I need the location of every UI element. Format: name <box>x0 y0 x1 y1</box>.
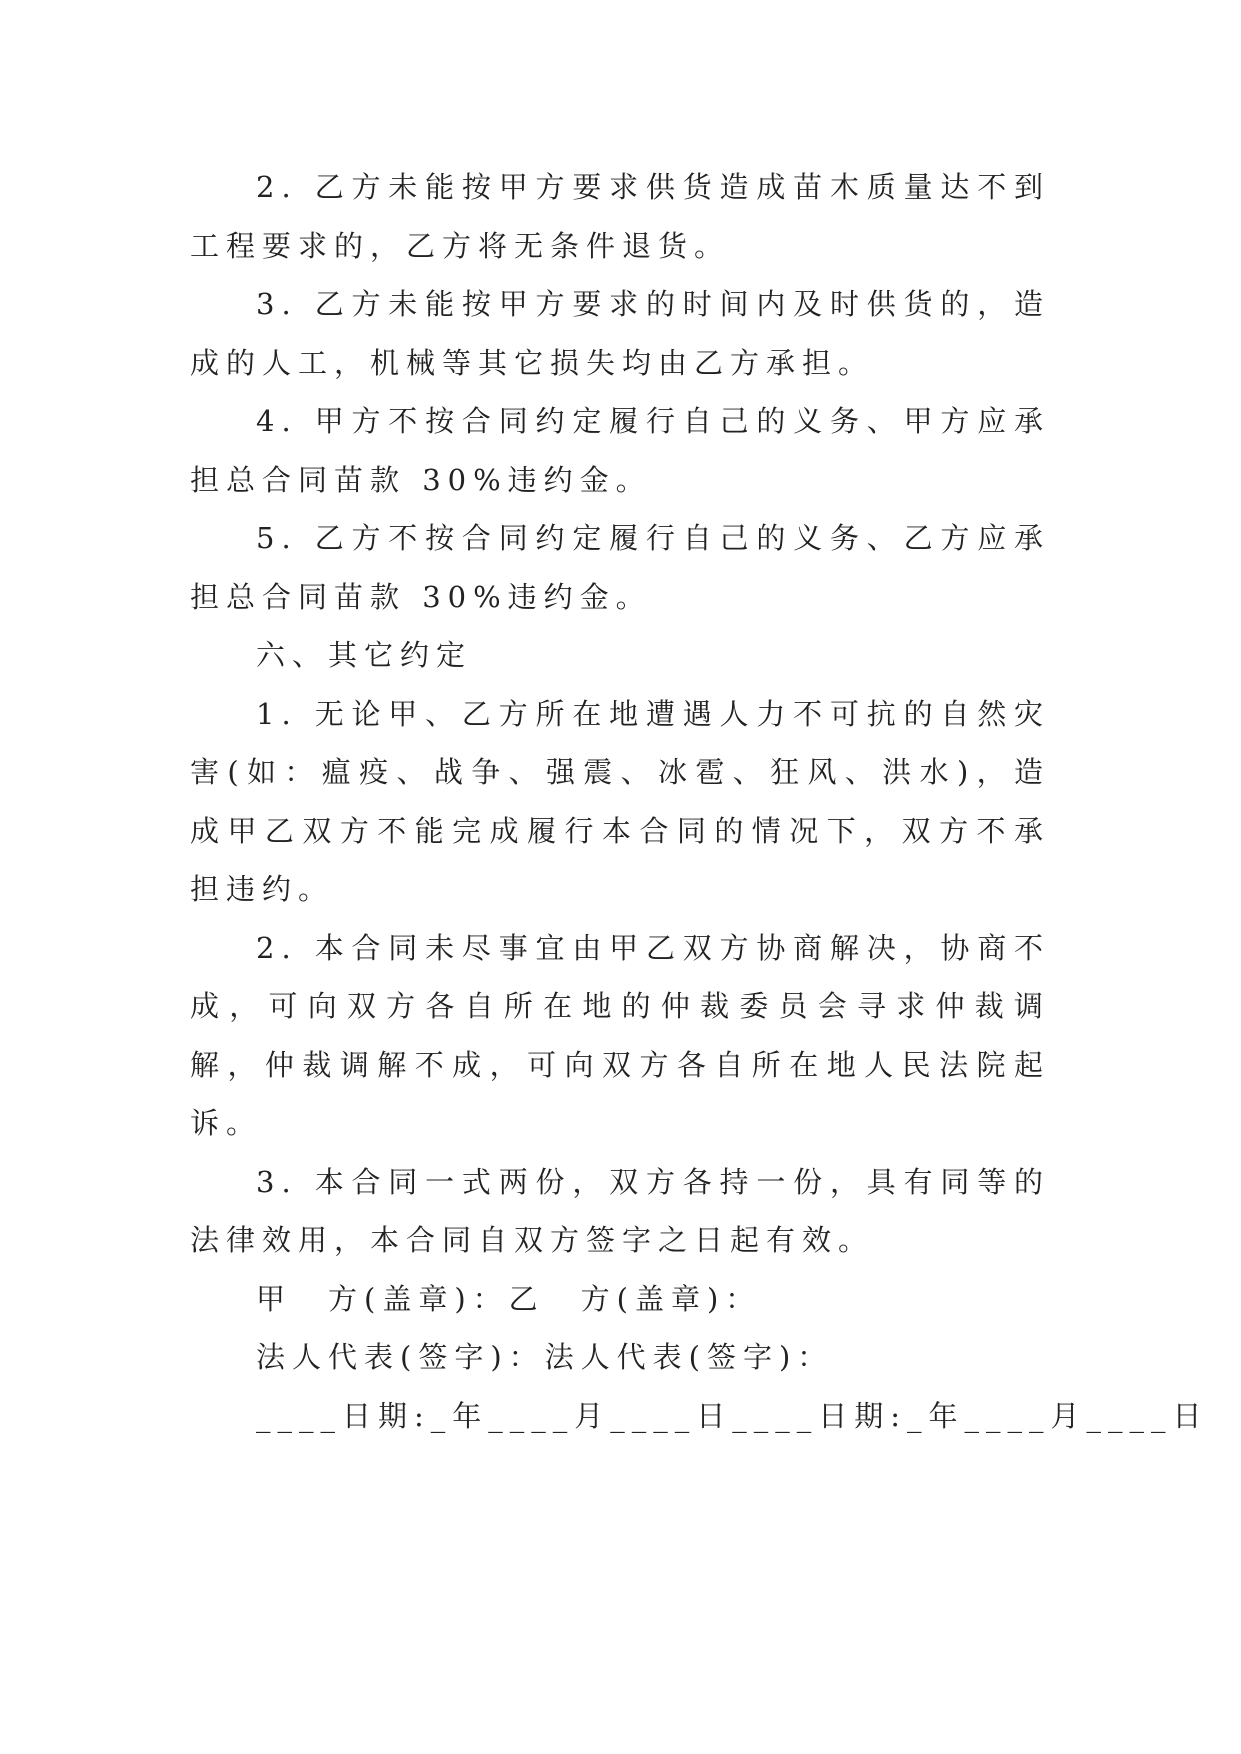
other-2-dispute-resolution: 2. 本合同未尽事宜由甲乙双方协商解决，协商不成，可向双方各自所在地的仲裁委员会寻求仲裁调解，仲裁调解不成，可向双方各自所在地人民法院起诉。 <box>190 930 1050 1140</box>
other-1-force-majeure: 1. 无论甲、乙方所在地遭遇人力不可抗的自然灾害(如：瘟疫、战争、强震、冰雹、狂风、洪水)，造成甲乙双方不能完成履行本合同的情况下，双方不承担违约。 <box>190 696 1050 906</box>
clause-5-party-b-penalty: 5. 乙方不按合同约定履行自己的义务、乙方应承担总合同苗款 30%违约金。 <box>190 521 1050 614</box>
clause-4-party-a-penalty: 4. 甲方不按合同约定履行自己的义务、甲方应承担总合同苗款 30%违约金。 <box>190 404 1050 497</box>
signature-date-line: ____日期:_年____月____日____日期:_年____月____日 <box>256 1398 1209 1433</box>
document-page <box>190 158 1209 1445</box>
other-3-copies-validity: 3. 本合同一式两份，双方各持一份，具有同等的法律效用，本合同自双方签字之日起有效。 <box>190 1164 1050 1257</box>
clause-2-return-goods: 2. 乙方未能按甲方要求供货造成苗木质量达不到工程要求的，乙方将无条件退货。 <box>190 170 1050 263</box>
signature-seal-line: 甲 方(盖章)：乙 方(盖章)： <box>256 1281 762 1316</box>
clause-3-late-delivery: 3. 乙方未能按甲方要求的时间内及时供货的，造成的人工，机械等其它损失均由乙方承担。 <box>190 287 1050 380</box>
signature-representative-line: 法人代表(签字)：法人代表(签字)： <box>256 1340 834 1374</box>
section-heading-other-terms: 六、其它约定 <box>256 638 473 672</box>
